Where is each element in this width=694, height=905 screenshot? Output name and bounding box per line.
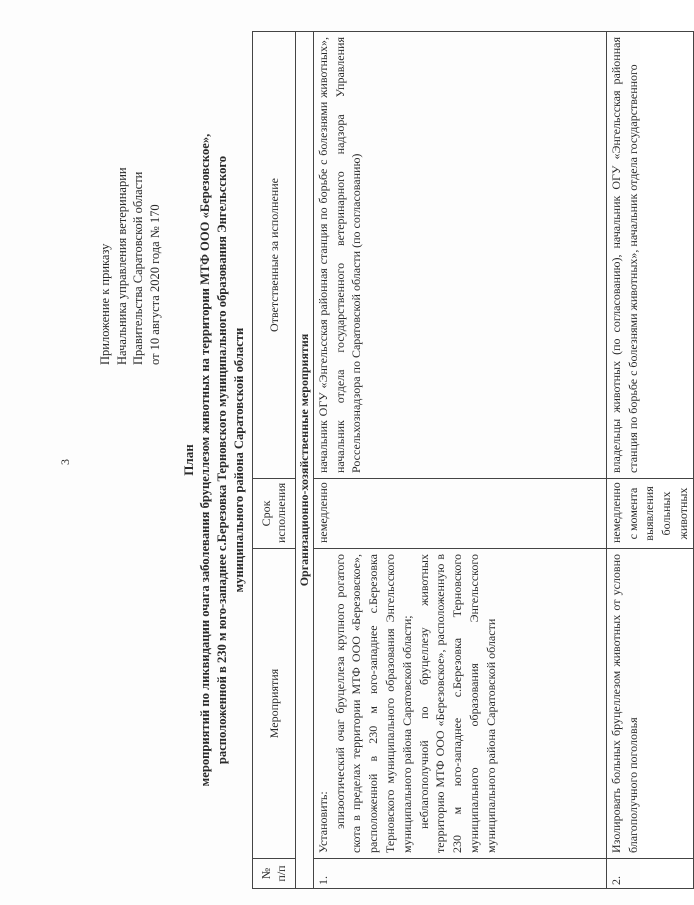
appendix-note	[97, 25, 163, 365]
row-term: немедленно с момента выявления больных животных	[606, 479, 693, 549]
action-paragraph: неблагополучной по бруцеллезу животных территорию МТФ ООО «Березовское», расположенную в 230 м юго-западнее с.Березовка Терновского муниципального образования Энгельсского муниципального района Саратовской области	[416, 554, 498, 853]
title-line: мероприятий по ликвидации очага заболевания бруцеллезом животных на территории МТФ ООО «Березовское»,	[198, 133, 212, 787]
header-term: Срок исполнения	[253, 479, 296, 549]
row-term: немедленно	[313, 479, 606, 549]
title-line: муниципального района Саратовской области	[232, 327, 246, 593]
row-action	[313, 549, 606, 859]
action-paragraph: эпизоотический очаг бруцеллеза крупного рогатого скота в пределах территории МТФ ООО «Березовское», расположенной в 230 м юго-западнее с.Березовка Терновского муниципального образования Энгельсского муниципального района Саратовской области;	[332, 554, 414, 853]
section-title: Организационно-хозяйственные мероприятия	[296, 32, 314, 889]
row-action: Изолировать больных бруцеллезом животных от условно благополучного поголовья	[606, 549, 693, 859]
plan-table	[252, 31, 694, 889]
document-title	[180, 75, 248, 845]
header-number: № п/п	[253, 859, 296, 889]
appendix-line: Правительства Саратовской области	[131, 171, 145, 365]
header-actions: Мероприятия	[253, 549, 296, 859]
row-responsible: владельцы животных (по согласованию), начальник ОГУ «Энгельсская районная станция по борьбе с болезнями животных», начальник отдела государственного	[606, 32, 693, 479]
row-number: 1.	[313, 859, 606, 889]
title-line: расположенной в 230 м юго-западнее с.Березовка Терновского муниципального образования Энгельсского	[215, 155, 229, 765]
table-row	[313, 32, 606, 889]
action-intro: Установить:	[315, 791, 330, 853]
appendix-line: Начальника управления ветеринарии	[114, 167, 129, 365]
appendix-line: от 10 августа 2020 года № 170	[147, 204, 162, 365]
appendix-line: Приложение к приказу	[98, 243, 112, 365]
header-responsible: Ответственные за исполнение	[253, 32, 296, 479]
page-number: 3	[58, 459, 72, 465]
row-number: 2.	[606, 859, 693, 889]
title-plan: План	[181, 444, 196, 476]
table-row	[606, 32, 693, 889]
row-responsible: начальник ОГУ «Энгельсская районная станция по борьбе с болезнями животных», начальник отдела государственного ветеринарного надзора Управления Россельхознадзора по Саратовской области (по согласованию)	[313, 32, 606, 479]
section-row	[296, 32, 314, 889]
table-header-row	[253, 32, 296, 889]
